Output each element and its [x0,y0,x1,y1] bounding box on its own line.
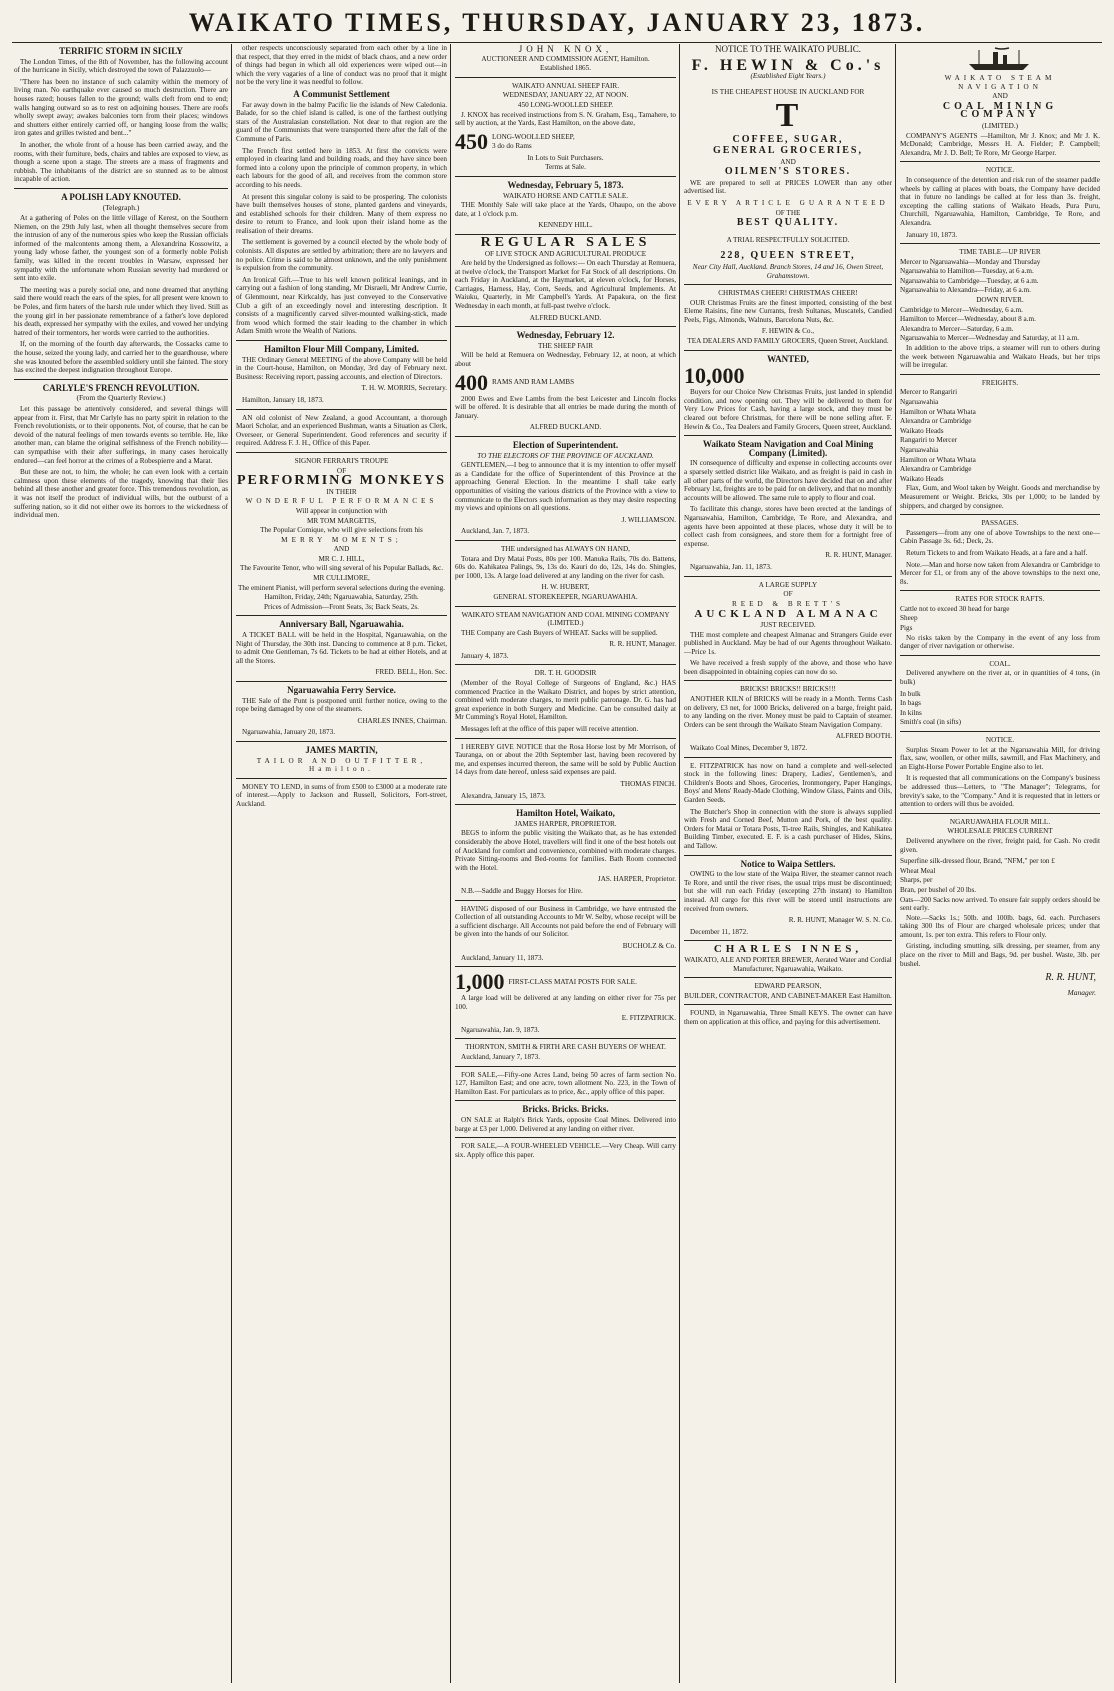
article-heading: A POLISH LADY KNOUTED. [61,191,181,202]
divider [455,738,676,739]
ad-body: Delivered anywhere on the river, freight paid, for Cash. No credit given. [900,836,1100,854]
ad-body: MONEY TO LEND, in sums of from £500 to £3000 at a moderate rate of interest.—Apply to Jackson and Russell, Solicitors, Fort-street, Auckland. [236,782,447,808]
ad-body: It is requested that all communications on the Company's business be addressed thus—Letters, to "The Manager"; Telegrams, for brevity's sake, to the "Company." And it is requested that in letters or attention to orders will thus be avoided. [900,774,1100,809]
column-divider [679,44,680,1683]
schedule-row: Ngaruawahia to Hamilton—Tuesday, at 6 a.m. [900,267,1034,276]
ad-body: OUR Christmas Fruits are the finest imported, consisting of the best Eleme Raisins, fine new Currants, fresh Sultanas, Muscatels, Candied Peels, Figs, Almonds, Walnuts, Barcelona Nuts, &c. [684,298,892,324]
divider [14,188,228,189]
ad-title: RATES FOR STOCK RAFTS. [955,595,1045,604]
freight-row: Alexandra or Cambridge [900,465,972,474]
rate-row: In kilns [900,708,922,717]
ad-figure-row [455,128,676,154]
ad-title: TIME TABLE—UP RIVER [959,248,1041,257]
ad-line: MR C. J. HILL, [318,554,365,563]
ad-note: Messages left at the office of this paper will receive attention. [461,725,639,734]
ad-body: FOR SALE,—A FOUR-WHEELED VEHICLE.—Very Cheap. Will carry six. Apply office this paper. [455,1142,676,1159]
ad-title: NOTICE. [985,736,1015,744]
ad-body: We have received a fresh supply of the above, and those who have been disappointed in obtaining copies can now do so. [684,659,892,676]
divider [455,606,676,607]
ad-line: A TRIAL RESPECTFULLY SOLICITED. [726,235,850,244]
ad-title: NOTICE. [985,166,1015,175]
article-paragraph: At present this singular colony is said to be prospering. The colonists have built themselves houses of stone, planted gardens and vineyards, and established schools for their children. Many of them express no desire to return to France, and look upon their island home as the realisation of their dreams. [236,192,447,235]
ad-figure-row [684,365,892,387]
ad-line: 450 LONG-WOOLLED SHEEP. [517,100,614,109]
ad-line: 3 do do Rams [492,141,532,150]
ad-figure-row [455,369,676,395]
ad-line: OF [336,466,347,475]
article-paragraph: Let this passage be attentively considered, and several things will appear from it. First, that Mr Carlyle has no party spirit in relation to the French revolutionists, or to their opponents. Not, of course, that he can be devoid of the natural feelings of men towards events so terrible. He, like another man, can blame the original selfishness of the French nobility—can sympathise with their after sufferings, in many cases heroically endured—can feel horror at the crimes of a Robespierre and a Marat. [14,404,228,465]
ad-line: COFFEE, SUGAR, [732,134,844,146]
ad-date: December 11, 1872. [690,927,749,936]
ad-body: The Butcher's Shop in connection with the store is always supplied with Fresh and Corned Beef, Mutton and Pork, of the best quality. Orders for Matai or Totara Posts, Ti-tree Rails, Shingles, and Kahikatea Building Timber, executed. E. F. is a cash purchaser of Hides, Skins, and Tallow. [684,807,892,850]
schedule-row: Ngaruawahia to Mercer—Wednesday and Saturday, at 11 a.m. [900,334,1080,343]
ad-note: Note.—Man and horse now taken from Alexandra or Cambridge to Mercer for £1, or from any of the above townships to the next one, 8s. [900,560,1100,586]
divider [900,514,1100,515]
ad-signature: H. W. HUBERT, [541,583,590,592]
article-heading: CARLYLE'S FRENCH REVOLUTION. [42,382,200,393]
article-paragraph: If, on the morning of the fourth day afterwards, the Cossacks came to the house, seized the young lady, and carried her to the guardhouse, where she was knouted before the assembled soldiery until she fainted. The story has excited the deepest indignation throughout Europe. [14,340,228,375]
ad-line: GENERAL STOREKEEPER, NGARUAWAHIA. [493,592,638,601]
ad-title: Waikato Steam Navigation and Coal Mining Company (Limited). [702,439,874,458]
divider [236,340,447,341]
divider [236,681,447,682]
ad-number: 1,000 [455,969,505,995]
article-paragraph: Far away down in the balmy Pacific lie the islands of New Caledonia. Balade, for so the chief island is called, is one of the farthest outlying stars of the Australasian constellation. Not dear to that region are the guard of the Communists that were transported there after the fall of the Commune of Paris. [236,100,447,143]
ad-date: Alexandra, January 15, 1873. [461,791,546,800]
ad-title: WAIKATO STEAM NAVIGATION AND COAL MINING COMPANY (LIMITED.) [461,610,670,628]
ad-body: FOR SALE,—Fifty-one Acres Land, being 50 acres of farm section No. 127, Hamilton East; and one acre, town allotment No. 223, in the Town of Hamilton East. For particulars as to price, &c., apply office of this paper. [455,1070,676,1096]
article-paragraph: In another, the whole front of a house has been carried away, and the rooms, with their furniture, beds, chairs and tables are exposed to view, as though a scene upon a stage. The streets are a mass of fragments and rubbish. The inhabitants of the district are so stunned as to be almost incapable of action. [14,140,228,184]
ad-number: 450 [455,128,488,154]
ad-line: 228, QUEEN STREET, [720,250,856,262]
ad-title: JAMES MARTIN, [305,744,378,755]
divider [455,804,676,805]
column-5 [898,44,1102,1683]
ad-note: Gristing, including smutting, silk dressing, per steamer, from any place on the river to Mill and Bags, 9d. per bushel. Waste, 3lb. per bushel. [900,942,1100,968]
divider [900,655,1100,656]
ad-body: ANOTHER KILN of BRICKS will be ready in a Month. Terms Cash on delivery, £3 net, for 1000 Bricks, delivered on a barge, freight paid, to any landing on the river. Money must be paid to Captain of steamer. Orders can be sent through the Waikato Steam Navigation Company. [684,695,892,729]
divider [684,284,892,285]
article-source: (From the Quarterly Review.) [76,393,166,403]
ad-body: Surplus Steam Power to let at the Ngaruawahia Mill, for driving flax, saw, woollen, or other mills, sawmill, and Flax Machinery, and an Eight-Horse Power Portable Engine also to let. [900,745,1100,771]
freight-row: Hamilton or Whata Whata [900,455,976,464]
ad-body: (Member of the Royal College of Surgeons of England, &c.) HAS commenced Practice in the Waikato District, and hopes by strict attention, combined with moderate charges, to merit public patronage. Dr. G. has had great experience in both Surgery and Medicine. Can be consulted daily at Mr Cumming's Royal Hotel, Hamilton. [455,679,676,722]
ad-body: Flax, Gum, and Wool taken by Weight. Goods and merchandise by Measurement or Weight. Bricks, 30s per 1,000; to be landed by shippers, and charged by consignee. [900,484,1100,510]
ad-title: CHRISTMAS CHEER! CHRISTMAS CHEER! [718,289,858,298]
column-divider [450,44,451,1683]
price-row: Superfine silk-dressed flour, Brand, "NFM," per ton £ [900,857,1055,866]
ad-body: THE Ordinary General MEETING of the above Company will be held in the Court-house, Hamilton, on Monday, 3rd day of February next. Business: Receiving report, passing accounts, and election of Directors. [236,355,447,381]
ad-body: To facilitate this change, stores have been erected at the landings of Ngaruawahia, Hamilton, Cambridge, Te Rore, and Alexandra, and agents have been appointed at these places, whose duty it will be to collect cash from consignees, and store them for a fortnight free of expense. [684,505,892,548]
ad-signature: ALFRED BOOTH. [835,732,892,741]
ad-body: ON SALE at Ralph's Brick Yards, opposite Coal Mines. Delivered into barge at £3 per 1,000. Delivered at any landing on either river. [455,1116,676,1133]
rate-row: Pigs [900,624,913,633]
freight-row: Alexandra or Cambridge [900,417,972,426]
ad-number: 10,000 [684,363,745,389]
ad-line: A LARGE SUPPLY [758,580,818,589]
ad-note: Note.—Sacks 1s.; 50lb. and 100lb. bags, 6d. each. Purchasers taking 300 lbs of Flour are charged wholesale prices; under that amount, 1s. per ton extra. This refers to Flour only. [900,913,1100,939]
ad-body: No risks taken by the Company in the event of any loss from danger of river navigation or otherwise. [900,633,1100,651]
ad-body: Will be held at Remuera on Wednesday, February 12, at noon, at which about [455,351,676,369]
ad-line: AUCTIONEER AND COMMISSION AGENT, Hamilton. [481,54,650,63]
ad-title: Bricks. Bricks. Bricks. [522,1104,609,1115]
ad-body: I HEREBY GIVE NOTICE that the Rosa Horse lost by Mr Morrison, of Tauranga, on or about the 20th September last, having been recovered by me, and expenses incurred thereon, the same will be sold by Public Auction 14 days from date hereof, unless said expenses are paid. [455,742,676,777]
divider [900,590,1100,591]
divider [684,977,892,978]
ad-line: Near City Hall, Auckland. Branch Stores, 14 and 16, Owen Street, Grahamstown. [692,262,884,280]
divider [900,813,1100,814]
ad-signature: R. R. HUNT, Manager. [825,551,892,560]
ad-line: REED & BRETT'S [731,599,844,608]
column-4 [682,44,894,1683]
schedule-row: Hamilton to Mercer—Wednesday, about 8 a.m. [900,315,1036,324]
ad-body: THE most complete and cheapest Almanac and Strangers Guide ever published in Auckland. May be had of our Agents throughout Waikato.—Price 1s. [684,630,892,656]
ad-signature: E. FITZPATRICK. [621,1014,676,1023]
manager-signature: R. R. HUNT, [1045,972,1096,984]
ad-body: AN old colonist of New Zealand, a good Accountant, a thorough Maori Scholar, and an experienced Bushman, wants a Situation as Clerk, Overseer, or General Superintendent. Good references and security if required. Address F. J. H., Office of this Paper. [236,413,447,448]
ad-date: Ngaruawahia, Jan. 11, 1873. [690,562,772,571]
ad-number: 400 [455,369,488,395]
divider [455,77,676,78]
ad-line: Prices of Admission—Front Seats, 3s; Back Seats, 2s. [264,602,419,611]
freight-row: Ngaruawahia [900,398,939,406]
ad-line: BUILDER, CONTRACTOR, AND CABINET-MAKER East Hamilton. [684,991,892,1000]
divider [684,940,892,941]
freight-row: Mercer to Rangariri [900,388,958,397]
ad-title: F. HEWIN & Co.'s [691,56,885,74]
rate-row: Sheep [900,614,918,623]
ad-title: EDWARD PEARSON, [754,982,822,991]
price-row: Bran, per bushel of 20 lbs. [900,885,977,894]
ad-body: Return Tickets to and from Waikato Heads, at a fare and a half. [906,548,1088,557]
article-heading: TERRIFIC STORM IN SICILY [59,46,183,56]
divider [236,778,447,779]
ad-body: WE are prepared to sell at PRICES LOWER than any other advertised list. [684,178,892,196]
ad-title: Wednesday, February 5, 1873. [507,179,624,190]
ad-body: 2000 Ewes and Ewe Lambs from the best Leicester and Lincoln flocks will be offered. It is desirable that all entries be made during the month of January. [455,394,676,420]
ad-line: FIRST-CLASS MATAI POSTS FOR SALE. [508,977,637,986]
column-3 [453,44,678,1683]
ad-figure-row [455,971,676,993]
ad-line: WONDERFUL PERFORMANCES [245,497,438,506]
article-heading: A Communist Settlement [293,88,390,99]
ad-line: Hamilton, Friday, 24th; Ngaruawahia, Saturday, 25th. [264,593,419,602]
ad-line: WAIKATO, ALE AND PORTER BREWER, Aerated Water and Cordial Manufacturer, Ngaruawahia, Waikato. [684,955,892,973]
divider [900,731,1100,732]
ad-body: HAVING disposed of our Business in Cambridge, we have entrusted the Collection of all outstanding Accounts to Mr W. Selby, whose receipt will be a sufficient discharge. All Accounts not paid before the end of February will be given into the hands of our Solicitor. [455,904,676,939]
ad-line: MERRY MOMENTS; [281,535,402,544]
ad-line: AND [780,157,796,166]
ad-signature: J. WILLIAMSON. [621,515,676,524]
divider [900,243,1100,244]
divider [684,855,892,856]
ad-body: Totara and Dry Matai Posts, 80s per 100. Manuka Rails, 70s do. Battens, 60s do. Kahikatea Palings, 9s, 13s do. Kauri do do, 12s, 14s do. Shingles, per 1000, 13s. A large load delivered at any landing on the river for cash. [455,554,676,580]
ad-signature: R. R. HUNT, Manager. [609,640,676,649]
ad-signature: CHARLES INNES, Chairman. [357,716,447,725]
ad-title: DR. T. H. GOODSIR [534,669,597,678]
divider [684,680,892,681]
divider [684,757,892,758]
ad-body: COMPANY'S AGENTS —Hamilton, Mr J. Knox; and Mr J. K. McDonald; Cambridge, Messrs H. A. Fielder; P. Campbell; Alexandra, Mr J. D. Bell; Te Rore, Mr George Harper. [900,131,1100,157]
ad-title: THORNTON, SMITH & FIRTH ARE CASH BUYERS OF WHEAT. [465,1043,666,1052]
ad-line: OF THE [775,208,801,217]
article-paragraph: The London Times, of the 8th of November, has the following account of the hurricane in Sicily, which destroyed the town of Palazzuolo— [14,57,228,75]
ad-title: NOTICE TO THE WAIKATO PUBLIC. [715,44,861,54]
ad-body: A TICKET BALL will be held in the Hospital, Ngaruawahia, on the Night of Thursday, the 30th inst. Dancing to commence at 8 p.m. Ticket, to admit One Gentleman, 7s 6d. Tickets to be had at either Hotels, and at all the Stores. [236,631,447,665]
ad-line: The eminent Pianist, will perform several selections during the evening. [238,583,445,592]
ad-body: GENTLEMEN,—I beg to announce that it is my intention to offer myself as a Candidate for the office of Superintendent of this Province at the approaching General Election. In the meantime I shall take early opportunities of visiting the various districts of the Province with a view to communicate to the Electors such information as they may desire respecting my views and opinions on all questions. [455,461,676,513]
rate-row: In bags [900,699,921,708]
ad-line: RAMS AND RAM LAMBS [492,378,575,387]
freight-row: Ngaruawahia [900,445,939,454]
ad-title: Hamilton Flour Mill Company, Limited. [264,344,419,354]
ad-date: January 4, 1873. [461,651,509,660]
ad-date: Auckland, Jan. 7, 1873. [461,527,530,536]
ad-title: Election of Superintendent. [512,440,619,450]
ad-body: THE Monthly Sale will take place at the Yards, Ohaupo, on the above date, at 1 o'clock p.m. [455,201,676,218]
ad-title: THE undersigned has ALWAYS ON HAND, [501,544,630,553]
divider [684,350,892,351]
ad-body: OWING to the low state of the Waipa River, the steamer cannot reach Te Rore, and until the river rises, the usual trips must be discontinued; but she will run each Friday (excepting 27th instant) to Hamilton instead. All cargo for this river will be stored until instructions are received from owners. [684,870,892,913]
ad-line: TAILOR AND OUTFITTER, Hamilton. [256,756,427,774]
divider [14,379,228,380]
rate-row: In bulk [900,689,921,698]
schedule-row: Mercer to Ngaruawahia—Monday and Thursday [900,257,1041,266]
ad-body: In addition to the above trips, a steamer will run to others during the week between Ngaruawahia and Waikato Heads, but her trips will be irregular. [900,344,1100,370]
ad-note: N.B.—Saddle and Buggy Horses for Hire. [461,886,583,895]
divider [900,161,1100,162]
ad-line: MR CULLIMORE, [313,574,370,583]
rate-row: Smith's coal (in sifts) [900,718,961,727]
ad-signature: THOMAS FINCH. [620,780,676,788]
freight-row: Waikato Heads [900,474,944,483]
ad-line: OF [783,590,793,599]
price-row: Wheat Meal [900,866,936,875]
ad-signature: ALFRED BUCKLAND. [529,313,602,322]
schedule-row: Cambridge to Mercer—Wednesday, 6 a.m. [900,305,1023,314]
ad-line: WAIKATO HORSE AND CATTLE SALE. [502,191,629,200]
divider [455,176,676,177]
divider [684,435,892,436]
ad-title: DOWN RIVER. [976,296,1024,305]
article-paragraph: The French first settled here in 1853. At first the convicts were employed in clearing land and building roads, and they have since been formed into a colony upon the principle of common property, in which each labours for the good of all, and receives from the common store according to his needs. [236,146,447,189]
ad-signature: BUCHOLZ & Co. [622,941,676,950]
ad-date: Auckland, January 11, 1873. [461,953,544,962]
ad-title: FREIGHTS. [981,378,1019,387]
divider [455,900,676,901]
ad-title: REGULAR SALES [480,234,651,250]
manager-title: Manager. [1067,987,1096,997]
ad-signature: F. HEWIN & Co., [761,327,815,336]
ad-line: GENERAL GROCERIES, [713,144,863,156]
ad-body: Buyers for our Choice New Christmas Fruits, just landed in splendid condition, and now opening out. They will be delivered to them for Very Low Prices for Cash, having a large stock, and they must be cleared out before Christmas, for there will be none selling after. F. Hewin & Co., Tea Dealers and Family Grocers, Queen street, Auckland. [684,388,892,431]
ad-title: WANTED, [767,353,809,364]
ad-line: The Favourite Tenor, who will sing several of his Popular Ballads, &c. [239,564,444,573]
divider [236,741,447,742]
freight-row: Hamilton or Whata Whata [900,407,976,416]
ad-body: Passengers—from any one of above Townships to the next one—Cabin Passage 3s. 6d.; Deck, 2s. [900,528,1100,546]
ad-body: Are held by the Undersigned as follows:— On each Thursday at Remuera, at twelve o'clock, the Transport Market for Fat Stock of all descriptions. On each Friday in Auckland, at the Haymarket, at eleven o'clock, for Horses, Carriages, Harness, Hay, Corn, Seeds, and Agricultural Implements. At Waiuku, Quarterly, in Mr Campbell's Yards. At Papakura, on the first Wednesday in each month, at full-past twelve o'clock. [455,259,676,311]
ad-signature: ALFRED BUCKLAND. [529,423,602,432]
column-divider [231,44,232,1683]
ad-title: Wednesday, February 12. [516,330,615,341]
ad-title: BRICKS! BRICKS!! BRICKS!!! [740,685,836,694]
article-paragraph: An Ironical Gift.—True to his well known political leanings, and in carrying out a fashion of long standing, Mr Disraeli, Mr Andrew Currie, of Glenmount, near Kirkcaldy, has just conveyed to the Conservative Club a gift of an exceedingly novel and interesting description. It consists of a magnificently carved silver-mounted walking-stick, made from wood which formed the stair leading to the chamber in which Adam Smith wrote the Wealth of Nations. [236,275,447,336]
ad-line: AND [992,92,1008,101]
column-divider [895,44,896,1683]
ad-title: Hamilton Hotel, Waikato, [516,808,615,819]
ad-line: WEDNESDAY, JANUARY 22, AT NOON. [502,91,629,100]
article-paragraph: But these are not, to him, the whole; he can even look with a certain calmness upon these elements of the tragedy, knowing that their lies behind all these another and greater force. This tremendous revolution, as it was not itself the product of individual wills, but the outburst of a suffering nation, so it did not either owe its horrors to the wickedness of individual men. [14,468,228,520]
divider [236,452,447,453]
article-paragraph: At a gathering of Poles on the little village of Kerest, on the Southern Niemen, on the 29th July last, when all thought themselves secure from the intrusion of any of the numerous spies who keep the Russian officials informed of the malcontents among them, a Alexandrina Kossowitz, a young lady whose father, the youngest son of a formerly noble Polish family, was killed in the recent troubles in Warsaw, expressed her sympathy with the unfortunate whom Russian severity had murdered or sent into exile. [14,214,228,283]
steamship-icon [900,46,1100,72]
ad-title: Anniversary Ball, Ngaruawahia. [279,619,404,630]
ad-line: (LIMITED.) [981,121,1019,130]
ad-title: COAL MINING COMPANY [942,100,1058,121]
ad-body: BEGS to inform the public visiting the Waikato that, as he has extended considerably the above Hotel, travellers will find it one of the best hotels out of Auckland for comfort and convenience, combined with moderate charges. Private Sitting-rooms and Bed-rooms for families. Bath Room connected with the Hotel. [455,829,676,872]
schedule-row: Ngaruawahia to Cambridge—Tuesday, at 6 a.m. [900,276,1039,285]
article-source: (Telegraph.) [102,202,140,212]
ad-body: THE Company are Cash Buyers of WHEAT. Sacks will be supplied. [461,628,658,637]
ad-line: IS THE CHEAPEST HOUSE IN AUCKLAND FOR [711,87,865,96]
article-paragraph: other respects unconsciously separated from each other by a line in that respect, that they erred in the midst of black chaos, and a new order of things had begun in which all old experiences were wiped out—in which the very vagaries of a line of conduct was no proof that it might not be the very line it was needful to follow. [236,44,447,87]
price-row: Sharps, per [900,876,933,885]
ad-title: CHARLES INNES, [713,943,863,956]
ad-line: LONG-WOOLLED SHEEP, [492,133,575,142]
ad-body: E. FITZPATRICK has now on hand a complete and well-selected stock in the following lines: Drapery, Ladies', Gentlemen's, and Children's Boots and Shoes, Groceries, Ironmongery, Paper Hangings, Boys' and Mens' Ready-Made Clothing, Window Glass, Paints and Oils, Garden Seeds. [684,761,892,804]
divider [455,966,676,967]
ad-body: THE Sale of the Punt is postponed until further notice, owing to the rope being damaged by one of the steamers. [236,696,447,714]
ad-body: FOUND, in Ngaruawahia, Three Small KEYS. The owner can have them on application at this office, and paying for this advertisement. [684,1009,892,1026]
article-paragraph: The meeting was a purely social one, and none dreamed that anything said there would reach the ears of the spies, for all present were known to be Poles, and firm haters of the harsh rule under which they lived. Still as the young girl in her passionate remembrance of a father's love deplored his death, expressed her sympathy with the exiles, and vowed her undying hatred of their tormentors, her words were carried to the authorities. [14,285,228,337]
ad-line: EVERY ARTICLE GUARANTEED [687,198,889,207]
ad-line: WHOLESALE PRICES CURRENT [947,827,1053,836]
divider [236,615,447,616]
rate-row: Cattle not to exceed 30 head for barge [900,604,1010,613]
ad-line: JAMES HARPER, PROPRIETOR. [514,819,617,828]
divider [455,1066,676,1067]
ad-date: Hamilton, January 18, 1873. [242,395,324,404]
ad-line: The Popular Comique, who will give selections from his [260,526,423,535]
ad-line: Will appear in conjunction with [295,506,388,515]
divider [684,1004,892,1005]
ad-body: Delivered anywhere on the river at, or in quantities of 4 tons, (in bulk) [900,669,1100,687]
ad-title: JOHN KNOX, [518,44,613,54]
article-paragraph: The settlement is governed by a council elected by the whole body of colonists. All disputes are settled by arbitration; there are no lawyers and no police. Crime is said to be almost unknown, and the only punishment is expulsion from the community. [236,238,447,273]
ad-signature: KENNEDY HILL. [538,221,593,230]
ad-title: WAIKATO ANNUAL SHEEP FAIR. [511,81,619,90]
ad-body: In consequence of the detention and risk run of the steamer paddle wheels by calling at places with boats, the Company have decided that in future no landings be called at for less than 3s. freight, excepting the calling stations of Waikato Heads, Pura Puru, Churchill, Ngaruawahia, Hamilton, Cambridge, Te Rore, and Alexandra. [900,175,1100,227]
ad-line: Terms at Sale. [545,163,586,172]
masthead: WAIKATO TIMES, THURSDAY, JANUARY 23, 1873. [188,8,926,37]
divider [236,409,447,410]
ad-line: (Established Eight Years.) [750,72,826,81]
divider [455,1100,676,1101]
ad-signature: R. R. HUNT, Manager W. S. N. Co. [788,916,892,925]
ad-line: BEST QUALITY. [736,217,840,229]
freight-row: Rangariri to Mercer [900,436,958,445]
ad-title: Ngaruawahia Ferry Service. [287,685,396,695]
ad-line: OILMEN'S STORES. [724,166,852,178]
ad-date: Ngaruawahia, Jan. 9, 1873. [461,1025,540,1034]
ad-signature: JAS. HARPER, Proprietor. [597,875,676,884]
ad-line: IN THEIR [326,487,357,496]
divider [455,540,676,541]
column-1 [12,44,230,1683]
divider [684,576,892,577]
divider [455,326,676,327]
ad-line: AND [333,545,350,554]
ad-line: Established 1865. [539,64,592,73]
schedule-row: Ngaruawahia to Alexandra—Friday, at 6 a.m. [900,286,1031,295]
ad-line: MR TOM MARGETIS, [306,516,377,525]
ad-line: OF LIVE STOCK AND AGRICULTURAL PRODUCE [484,249,647,258]
ad-title: NGARUAWAHIA FLOUR MILL. [949,817,1051,826]
ad-date: Auckland, January 7, 1873. [461,1053,541,1062]
divider [455,436,676,437]
ad-line: TO THE ELECTORS OF THE PROVINCE OF AUCKLAND. [477,451,654,460]
ad-signature: T. H. W. MORRIS, Secretary. [361,384,447,393]
ad-body: A large load will be delivered at any landing on either river for 75s per 100. [455,994,676,1011]
column-2 [234,44,449,1683]
article-paragraph: "There has been no instance of such calamity within the memory of living man. No earthquake ever caused so much destruction. There are houses razed; houses fallen to the ground; walls cleft from end to end; walls hanging outward so as to rest on adjoining houses. There are roofs wholly swept away; awakes balconies torn from their places; windows and shutters either entirely carried off, or hanging loose from the walls; iron gates and grilles twisted and bent..." [14,77,228,138]
ad-line: SIGNOR FERRARI'S TROUPE [294,456,389,465]
ad-date: Waikato Coal Mines, December 9, 1872. [690,744,808,753]
ad-line: In Lots to Suit Purchasers. [527,153,604,162]
divider [900,374,1100,375]
divider [455,1038,676,1039]
ad-title: PASSAGES. [981,519,1019,528]
masthead-rule [12,42,1102,43]
divider [455,1137,676,1138]
price-row: Oats—200 Sacks now arrived. To ensure fair supply orders should be sent early. [900,895,1100,913]
ad-title: PERFORMING MONKEYS [236,473,447,489]
ad-title: Notice to Waipa Settlers. [740,858,836,869]
freight-row: Waikato Heads [900,426,944,435]
divider [455,664,676,665]
schedule-row: Alexandra to Mercer—Saturday, 6 a.m. [900,324,1014,333]
ad-line: TEA DEALERS AND FAMILY GROCERS, Queen Street, Auckland. [687,337,889,346]
ad-initial: T [775,97,801,135]
ad-title: COAL. [989,659,1011,668]
ad-line: THE SHEEP FAIR [537,341,594,350]
ad-date: Ngaruawahia, January 20, 1873. [242,728,336,737]
ad-date: January 10, 1873. [906,230,958,239]
ad-title: WAIKATO STEAM NAVIGATION [944,74,1056,91]
ad-body: J. KNOX has received instructions from S. N. Graham, Esq., Tamahere, to sell by auction, at the Yards, East Hamilton, on the above date, [455,110,676,128]
ad-line: JUST RECEIVED. [760,620,816,629]
ad-title: AUCKLAND ALMANAC [694,608,882,621]
ad-body: IN consequence of difficulty and expense in collecting accounts over a sparsely settled district like Waikato, and as freight is paid in cash in all other parts of the world, the Directors have decided that on and after February 1st, freights are to be paid for on delivery, and that no monthly accounts will be allowed. The same rule to apply to flour and coal. [684,459,892,502]
ad-signature: FRED. BELL, Hon. Sec. [375,668,447,677]
